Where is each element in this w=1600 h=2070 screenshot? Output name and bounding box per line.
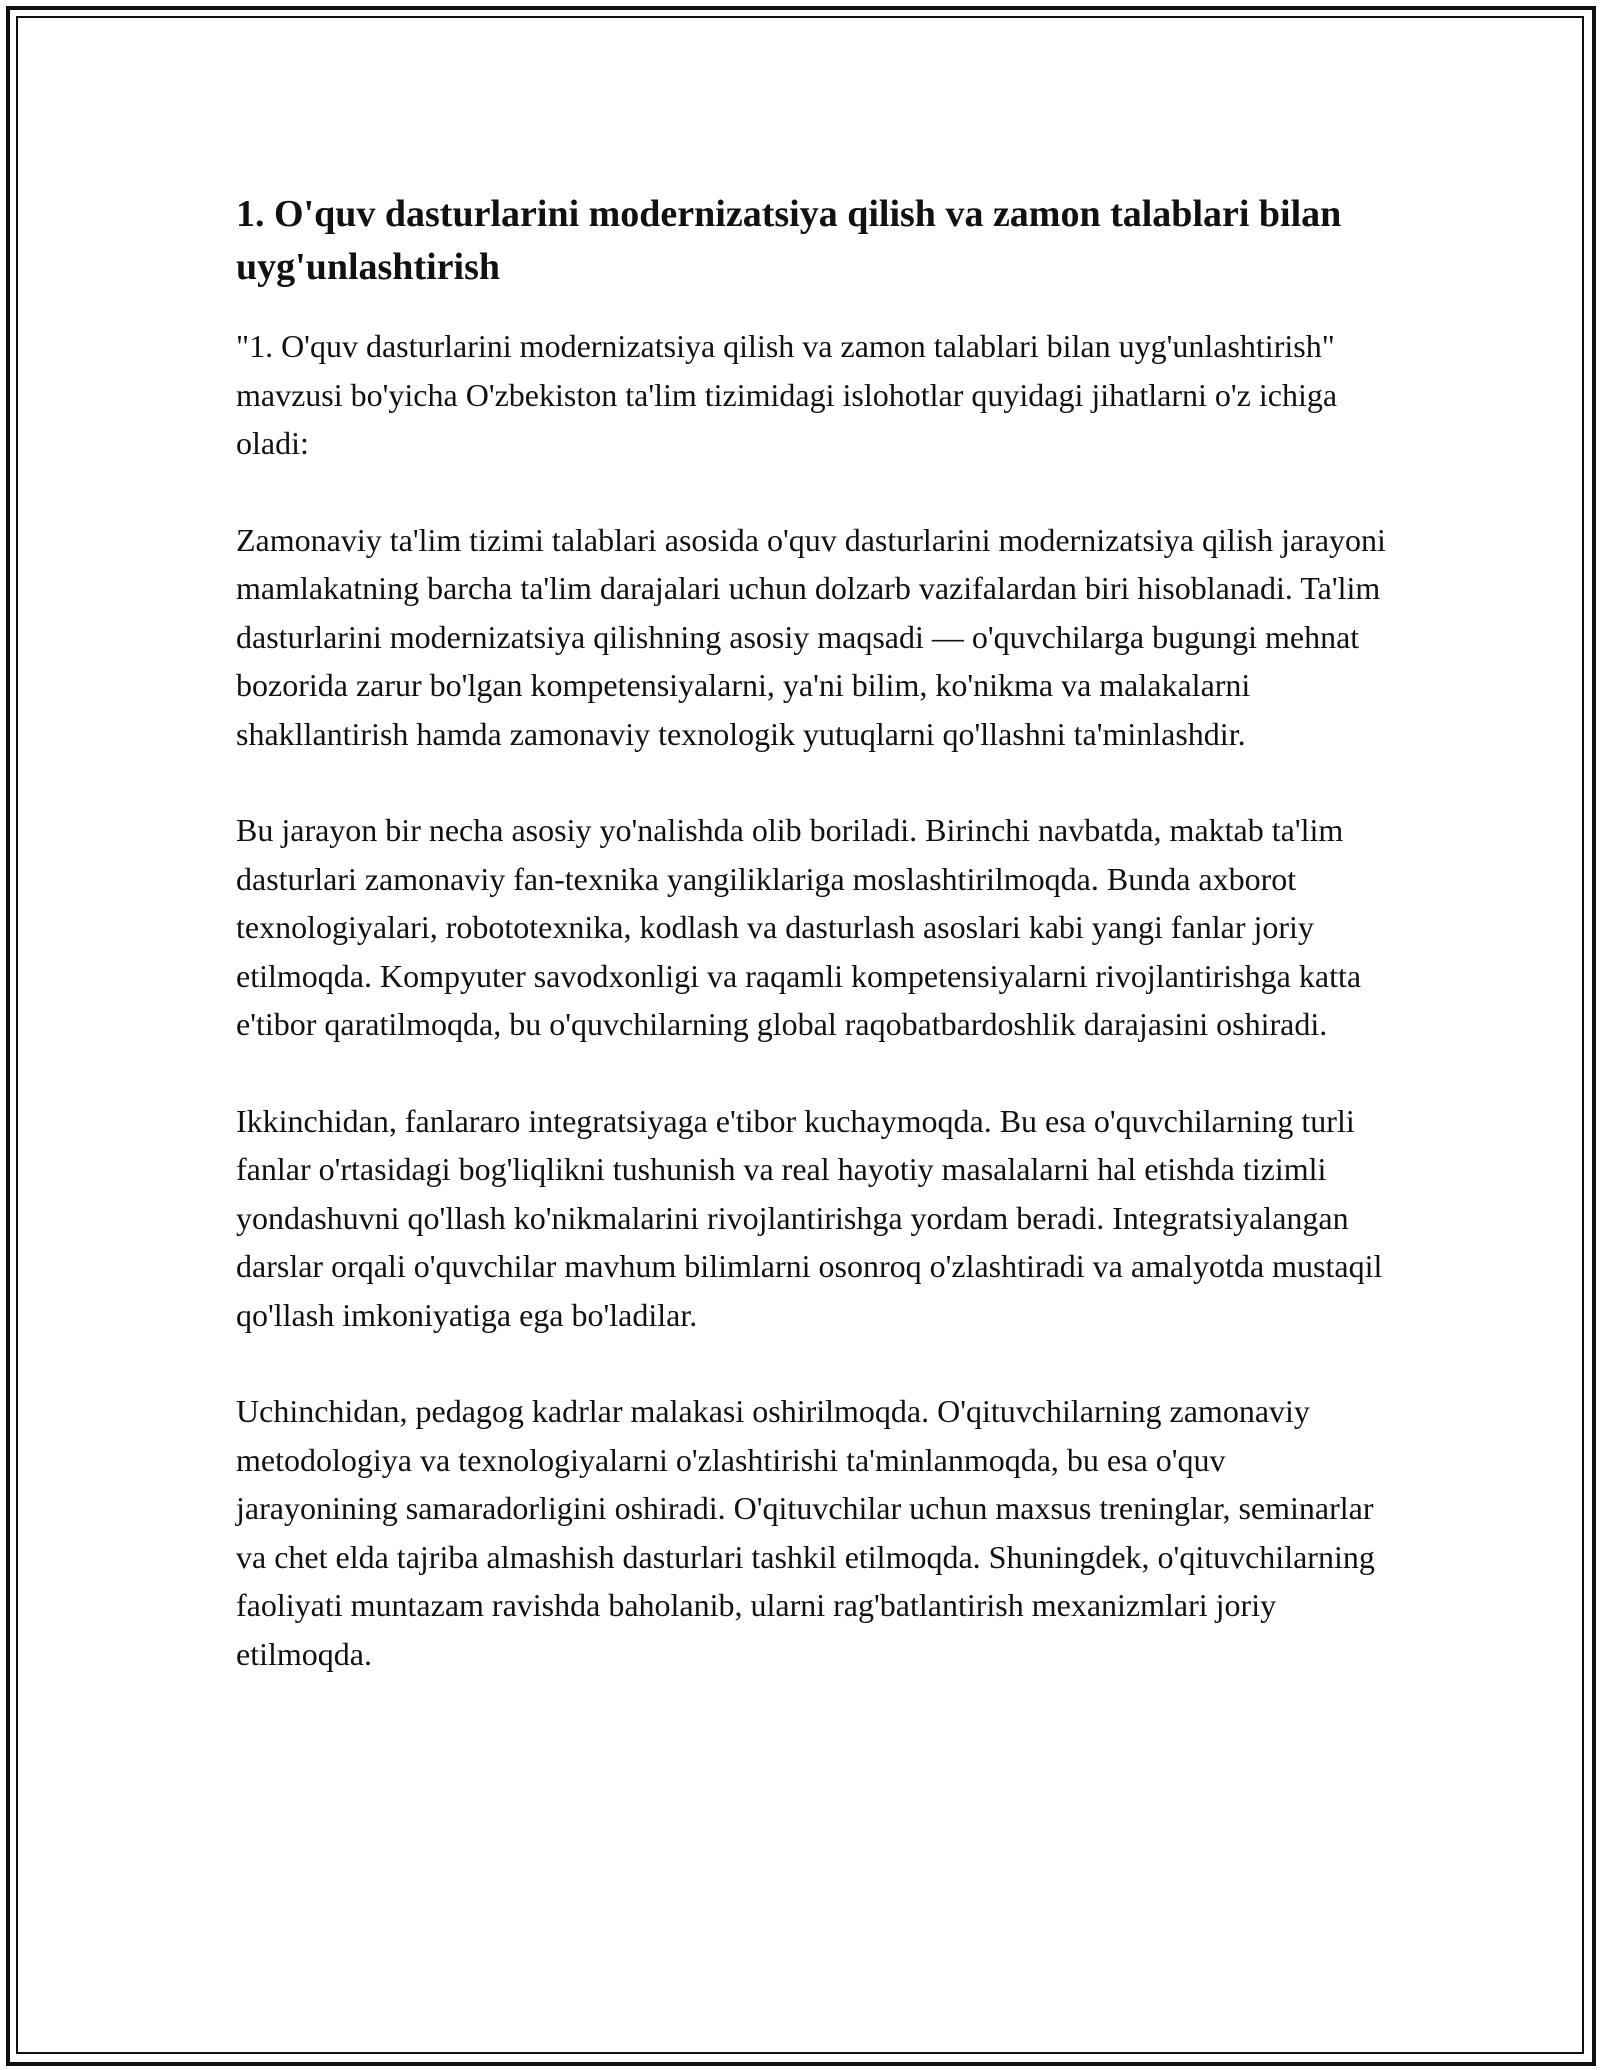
intro-paragraph: "1. O'quv dasturlarini modernizatsiya qilish va zamon talablari bilan uyg'unlashtirish" mavzusi bo'yicha O'zbekiston ta'lim tizimidagi islohotlar quyidagi jihatlarni o'z ichiga oladi: (236, 328, 1338, 461)
document-body (236, 188, 1386, 1726)
paragraph-modernization-goal: Zamonaviy ta'lim tizimi talablari asosida o'quv dasturlarini modernizatsiya qilish jarayoni mamlakatning barcha ta'lim darajalari uchun dolzarb vazifalardan biri hisoblanadi. Ta'lim dasturlarini modernizatsiya qilishning asosiy maqsadi — o'quvchilarga bugungi mehnat bozorida zarur bo'lgan kompetensiyalarni, ya'ni bilim, ko'nikma va malakalarni shakllantirish hamda zamonaviy texnologik yutuqlarni qo'llashni ta'minlashdir. (236, 521, 1386, 752)
section-heading: 1. O'quv dasturlarini modernizatsiya qilish va zamon talablari bilan uyg'unlashtirish (236, 193, 1342, 288)
paragraph-third-direction: Uchinchidan, pedagog kadrlar malakasi oshirilmoqda. O'qituvchilarning zamonaviy metodologiya va texnologiyalarni o'zlashtirishi ta'minlanmoqda, bu esa o'quv jarayonining samaradorligini oshiradi. O'qituvchilar uchun maxsus treninglar, seminarlar va chet elda tajriba almashish dasturlari tashkil etilmoqda. Shuningdek, o'qituvchilarning faoliyati muntazam ravishda baholanib, ularni rag'batlantirish mexanizmlari joriy etilmoqda. (236, 1393, 1375, 1672)
paragraph-second-direction: Ikkinchidan, fanlararo integratsiyaga e'tibor kuchaymoqda. Bu esa o'quvchilarning turli fanlar o'rtasidagi bog'liqlikni tushunish va real hayotiy masalalarni hal etishda tizimli yondashuvni qo'llash ko'nikmalarini rivojlantirishga yordam beradi. Integratsiyalangan darslar orqali o'quvchilar mavhum bilimlarni osonroq o'zlashtiradi va amalyotda mustaqil qo'llash imkoniyatiga ega bo'ladilar. (236, 1102, 1383, 1333)
paragraph-first-direction: Bu jarayon bir necha asosiy yo'nalishda olib boriladi. Birinchi navbatda, maktab ta'lim dasturlari zamonaviy fan-texnika yangiliklariga moslashtirilmoqda. Bunda axborot texnologiyalari, robototexnika, kodlash va dasturlash asoslari kabi yangi fanlar joriy etilmoqda. Kompyuter savodxonligi va raqamli kompetensiyalarni rivojlantirishga katta e'tibor qaratilmoqda, bu o'quvchilarning global raqobatbardoshlik darajasini oshiradi. (236, 812, 1362, 1042)
